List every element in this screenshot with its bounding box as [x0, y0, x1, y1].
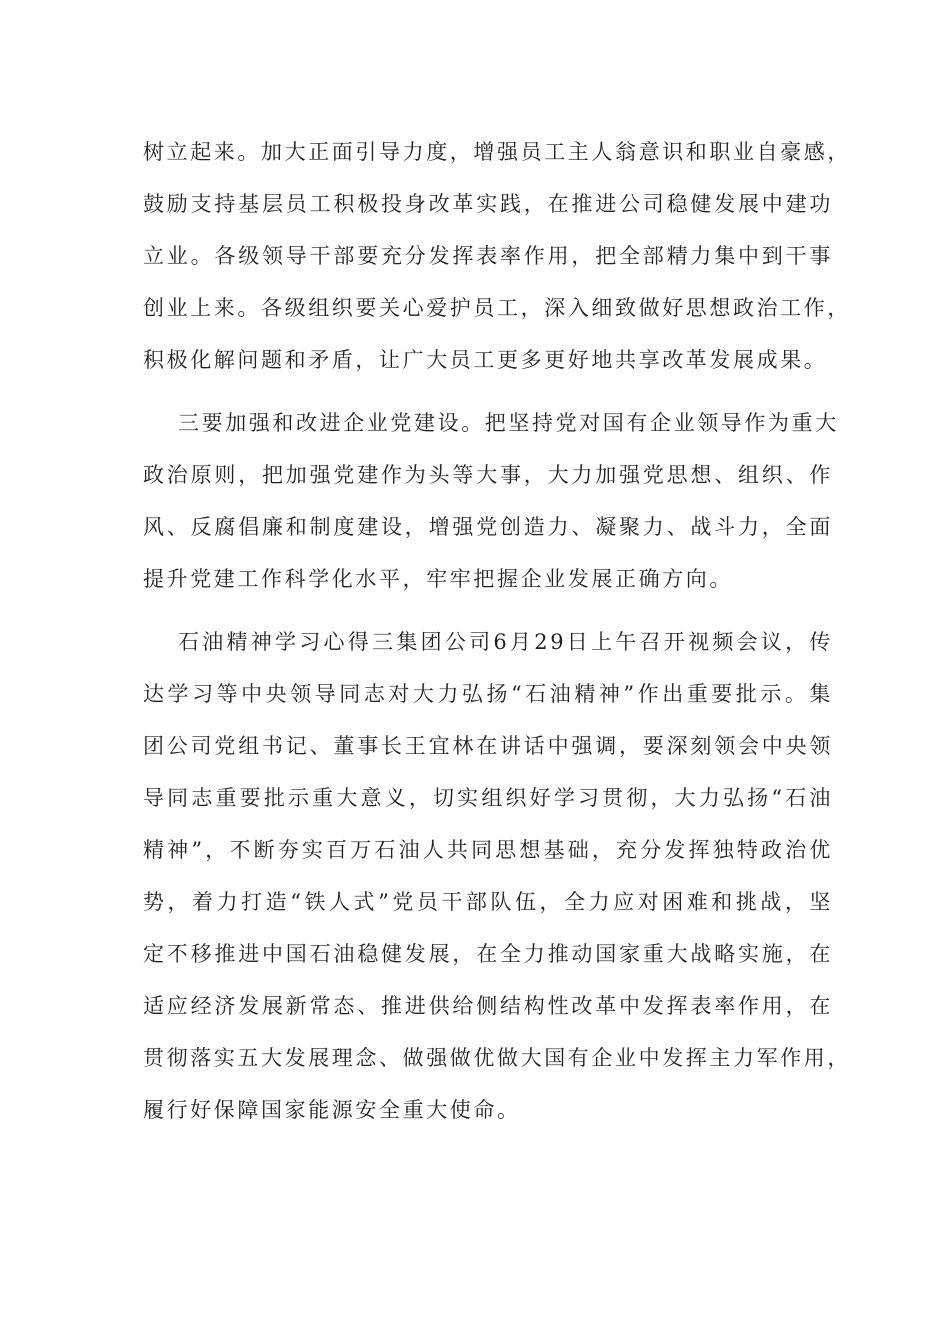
- text-line: 团公司党组书记、董事长王宜林在讲话中强调，要深刻领会中央领: [143, 734, 833, 758]
- text-line: 石油精神学习心得三集团公司6月29日上午召开视频会议，传: [178, 630, 833, 654]
- text-line: 三要加强和改进企业党建设。把坚持党对国有企业领导作为重大: [178, 411, 839, 435]
- text-line: 适应经济发展新常态、推进供给侧结构性改革中发挥表率作用，在: [143, 994, 833, 1018]
- text-line: 导同志重要批示重大意义，切实组织好学习贯彻，大力弘扬“石油: [143, 786, 833, 810]
- paragraph-employee-initiative: [143, 126, 851, 386]
- text-line: 创业上来。各级组织要关心爱护员工，深入细致做好思想政治工作，: [143, 296, 851, 320]
- text-line: 提升党建工作科学化水平，牢牢把握企业发展正确方向。: [143, 567, 733, 591]
- text-line: 立业。各级领导干部要充分发挥表率作用，把全部精力集中到干事: [143, 244, 833, 268]
- text-line: 势，着力打造“铁人式”党员干部队伍，全力应对困难和挑战，坚: [143, 890, 833, 914]
- text-line: 树立起来。加大正面引导力度，增强员工主人翁意识和职业自豪感，: [143, 140, 851, 164]
- text-line: 风、反腐倡廉和制度建设，增强党创造力、凝聚力、战斗力，全面: [143, 515, 833, 539]
- text-line: 政治原则，把加强党建作为头等大事，大力加强党思想、组织、作: [143, 463, 833, 487]
- text-line: 定不移推进中国石油稳健发展，在全力推动国家重大战略实施，在: [143, 942, 833, 966]
- text-line: 积极化解问题和矛盾，让广大员工更多更好地共享改革发展成果。: [143, 348, 828, 372]
- paragraph-petroleum-spirit: [143, 616, 851, 1136]
- text-line: 鼓励支持基层员工积极投身改革实践，在推进公司稳健发展中建功: [143, 192, 833, 216]
- text-line: 履行好保障国家能源安全重大使命。: [143, 1098, 521, 1122]
- text-line: 精神”，不断夯实百万石油人共同思想基础，充分发挥独特政治优: [143, 838, 833, 862]
- paragraph-party-building: [143, 397, 839, 605]
- text-line: 达学习等中央领导同志对大力弘扬“石油精神”作出重要批示。集: [143, 682, 833, 706]
- text-line: 贯彻落实五大发展理念、做强做优做大国有企业中发挥主力军作用，: [143, 1046, 851, 1070]
